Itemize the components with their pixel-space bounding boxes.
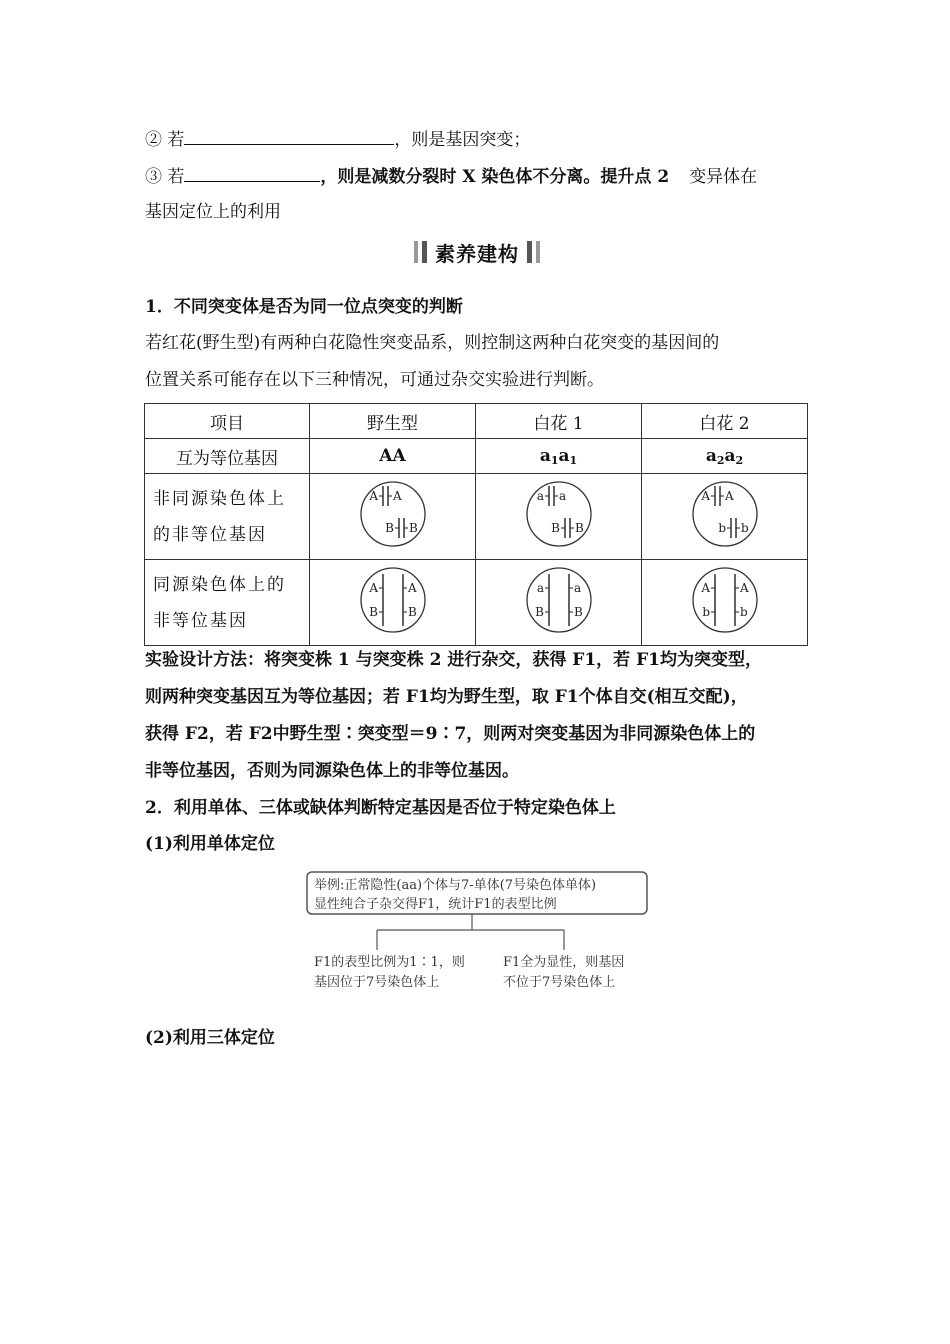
body-line: 获得 F2，若 F2中野生型∶突变型＝9∶7，则两对突变基因为非同源染色体上的 <box>145 724 756 744</box>
table-row <box>145 439 808 474</box>
flow-result-left: 基因位于7号染色体上 <box>314 975 440 990</box>
header-cell: 野生型 <box>310 404 476 439</box>
gene-label: B <box>573 605 583 619</box>
body-line: 实验设计方法：将突变株 1 与突变株 2 进行杂交，获得 F1，若 F1均为突变型， <box>145 650 762 670</box>
gene-label: A <box>407 581 417 595</box>
gene-label: B <box>408 521 418 535</box>
line-text: 变异体在 <box>689 167 758 187</box>
header-cell: 项目 <box>145 404 310 439</box>
gene-label: A <box>368 581 378 595</box>
row-label: 互为等位基因 <box>145 439 310 474</box>
row-label <box>145 560 310 646</box>
line-text: ，则是减数分裂时 X 染色体不分离。 <box>320 167 601 187</box>
heading-decor <box>527 241 532 263</box>
answer-line-2 <box>145 126 530 152</box>
row-label-line: 非同源染色体上 <box>153 488 286 509</box>
body-line: 则两种突变基因互为等位基因；若 F1均为野生型，取 F1个体自交(相互交配)， <box>145 687 748 707</box>
cell-diagram <box>519 560 599 640</box>
body-line: 若红花(野生型)有两种白花隐性突变品系，则控制这两种白花突变的基因间的 <box>145 333 720 353</box>
cell-diagram <box>353 560 433 640</box>
gene-position-table <box>144 403 808 646</box>
gene-label: B <box>384 521 394 535</box>
genotype-cell: AA <box>310 439 476 474</box>
heading-decor <box>536 241 540 263</box>
cell-diagram <box>519 474 599 554</box>
gene-label: B <box>368 605 378 619</box>
chromosome-diagram-cell <box>310 560 476 646</box>
cell-diagram <box>685 560 765 640</box>
table-row <box>145 560 808 646</box>
gene-label: B <box>534 605 544 619</box>
chromosome-diagram-cell <box>310 474 476 560</box>
body-line <box>145 200 281 224</box>
fill-blank-2[interactable] <box>184 126 394 145</box>
chromosome-diagram-cell <box>476 560 642 646</box>
flow-box-line: 显性纯合子杂交得F1，统计F1的表型比例 <box>314 897 557 912</box>
gene-label: A <box>724 489 734 503</box>
gene-label: A <box>700 489 710 503</box>
gene-label: a <box>536 489 544 503</box>
line-text: ，则是基因突变； <box>394 130 531 150</box>
gene-label: a <box>558 489 566 503</box>
section-title: 素养建构 <box>435 241 519 266</box>
gene-label: A <box>700 581 710 595</box>
cell-outline <box>361 568 425 632</box>
gene-label: b <box>701 605 710 619</box>
body-line: 非等位基因，否则为同源染色体上的非等位基因。 <box>145 761 519 781</box>
gene-label: a <box>573 581 581 595</box>
fill-blank-3[interactable] <box>184 163 320 182</box>
chromosome-diagram-cell <box>476 474 642 560</box>
chromosome-diagram-cell <box>642 474 808 560</box>
genotype-cell: $a_1a_1$ <box>476 439 642 474</box>
subsection-title: 2．利用单体、三体或缺体判断特定基因是否位于特定染色体上 <box>145 798 616 818</box>
row-label <box>145 474 310 560</box>
row-label-line: 非等位基因 <box>153 610 248 631</box>
flow-result-right: 不位于7号染色体上 <box>503 975 616 990</box>
gene-label: A <box>392 489 402 503</box>
cell-diagram <box>685 474 765 554</box>
gene-label: B <box>574 521 584 535</box>
flow-result-right: F1全为显性，则基因 <box>503 955 625 970</box>
row-label-line: 同源染色体上的 <box>153 574 286 595</box>
cell-outline <box>527 568 591 632</box>
flow-box-line: 举例:正常隐性(aa)个体与7-单体(7号染色体单体) <box>314 878 597 893</box>
monosomy-flowchart <box>300 868 660 998</box>
body-line: 位置关系可能存在以下三种情况，可通过杂交实验进行判断。 <box>145 370 604 390</box>
gene-label: A <box>368 489 378 503</box>
flow-result-left: F1的表型比例为1∶1，则 <box>314 955 465 970</box>
gene-label: b <box>740 521 749 535</box>
gene-label: B <box>550 521 560 535</box>
row-label-line: 的非等位基因 <box>153 524 267 545</box>
answer-line-3 <box>145 163 757 189</box>
genotype-cell: $a_2a_2$ <box>642 439 808 474</box>
item-marker: ③ 若 <box>145 167 185 187</box>
gene-label: b <box>739 605 748 619</box>
sub-heading: (2)利用三体定位 <box>145 1028 275 1048</box>
header-cell: 白花 1 <box>476 404 642 439</box>
chromosome-diagram-cell <box>642 560 808 646</box>
line-text: 基因定位上的利用 <box>145 202 281 222</box>
section-heading <box>412 238 542 266</box>
point-title: 提升点 2 <box>600 167 670 187</box>
subsection-title: 1．不同突变体是否为同一位点突变的判断 <box>145 297 463 317</box>
header-cell: 白花 2 <box>642 404 808 439</box>
heading-decor <box>422 241 427 263</box>
table-header-row <box>145 404 808 439</box>
table-row <box>145 474 808 560</box>
gene-label: A <box>739 581 749 595</box>
gene-label: b <box>717 521 726 535</box>
sub-heading: (1)利用单体定位 <box>145 834 275 854</box>
item-marker: ② 若 <box>145 130 185 150</box>
cell-outline <box>693 568 757 632</box>
gene-label: B <box>407 605 417 619</box>
cell-diagram <box>353 474 433 554</box>
heading-decor <box>414 241 418 263</box>
gene-label: a <box>536 581 544 595</box>
